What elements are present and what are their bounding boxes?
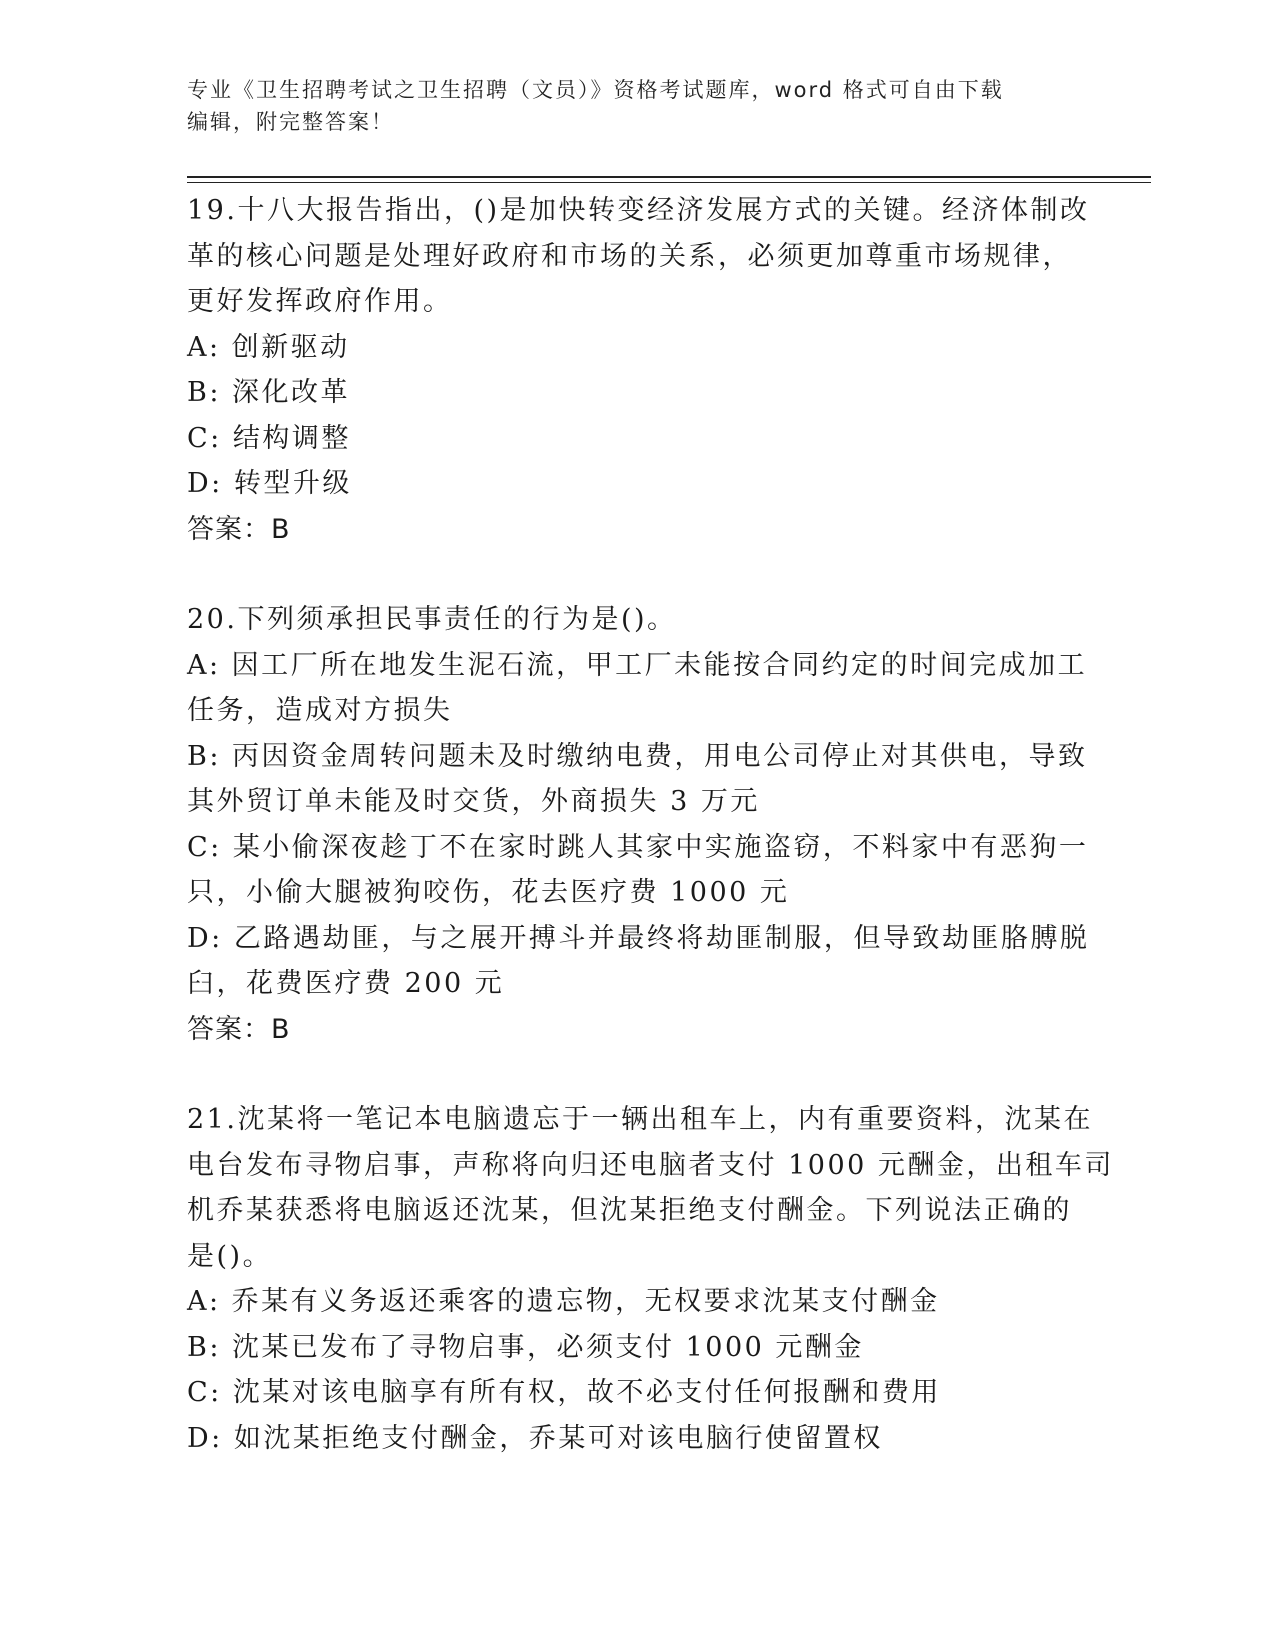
option-line: D: 乙路遇劫匪，与之展开搏斗并最终将劫匪制服，但导致劫匪胳膊脱 [187, 922, 1090, 954]
question-block [187, 597, 1090, 1052]
option-line: B: 深化改革 [187, 377, 351, 408]
option-line: B: 沈某已发布了寻物启事，必须支付 1000 元酬金 [187, 1331, 864, 1363]
question-stem-line: 是()。 [187, 1240, 273, 1272]
header-line-1: 专业《卫生招聘考试之卫生招聘（文员）》资格考试题库，word 格式可自由下载 [187, 78, 1004, 102]
question-stem-line: 机乔某获悉将电脑返还沈某，但沈某拒绝支付酬金。下列说法正确的 [187, 1195, 1072, 1226]
answer-line: 答案：B [187, 1013, 291, 1045]
header-divider-thin [187, 182, 1151, 183]
document-header [187, 74, 1087, 138]
question-stem-line: 电台发布寻物启事，声称将向归还电脑者支付 1000 元酬金，出租车司 [187, 1149, 1114, 1181]
question-stem-line: 19.十八大报告指出，()是加快转变经济发展方式的关键。经济体制改 [187, 195, 1090, 226]
question-stem-line: 更好发挥政府作用。 [187, 286, 453, 317]
answer-line: 答案：B [187, 513, 291, 545]
option-line: C: 某小偷深夜趁丁不在家时跳人其家中实施盗窃，不料家中有恶狗一 [187, 831, 1089, 863]
question-stem-line: 20.下列须承担民事责任的行为是()。 [187, 604, 677, 635]
question-list [187, 188, 1114, 1461]
header-line-2: 编辑，附完整答案！ [187, 110, 394, 134]
question-stem-line: 革的核心问题是处理好政府和市场的关系，必须更加尊重市场规律， [187, 240, 1072, 272]
option-line: 任务，造成对方损失 [187, 695, 453, 726]
option-line: D: 如沈某拒绝支付酬金，乔某可对该电脑行使留置权 [187, 1422, 883, 1454]
option-line: A: 创新驱动 [187, 331, 350, 363]
option-line: 只，小偷大腿被狗咬伤，花去医疗费 1000 元 [187, 877, 790, 908]
question-spacer [187, 1052, 1077, 1097]
question-spacer [187, 552, 1077, 597]
option-line: A: 乔某有义务返还乘客的遗忘物，无权要求沈某支付酬金 [187, 1286, 940, 1317]
question-block [187, 188, 1090, 552]
question-block [187, 1097, 1114, 1461]
option-line: B: 丙因资金周转问题未及时缴纳电费，用电公司停止对其供电，导致 [187, 740, 1088, 772]
header-divider-thick [187, 176, 1151, 178]
question-stem-line: 21.沈某将一笔记本电脑遗忘于一辆出租车上，内有重要资料，沈某在 [187, 1104, 1093, 1135]
option-line: 其外贸订单未能及时交货，外商损失 3 万元 [187, 786, 760, 817]
option-line: 臼，花费医疗费 200 元 [187, 968, 505, 999]
option-line: C: 沈某对该电脑享有所有权，故不必支付任何报酬和费用 [187, 1377, 941, 1408]
option-line: D: 转型升级 [187, 468, 352, 499]
option-line: C: 结构调整 [187, 422, 351, 454]
option-line: A: 因工厂所在地发生泥石流，甲工厂未能按合同约定的时间完成加工 [187, 649, 1088, 681]
